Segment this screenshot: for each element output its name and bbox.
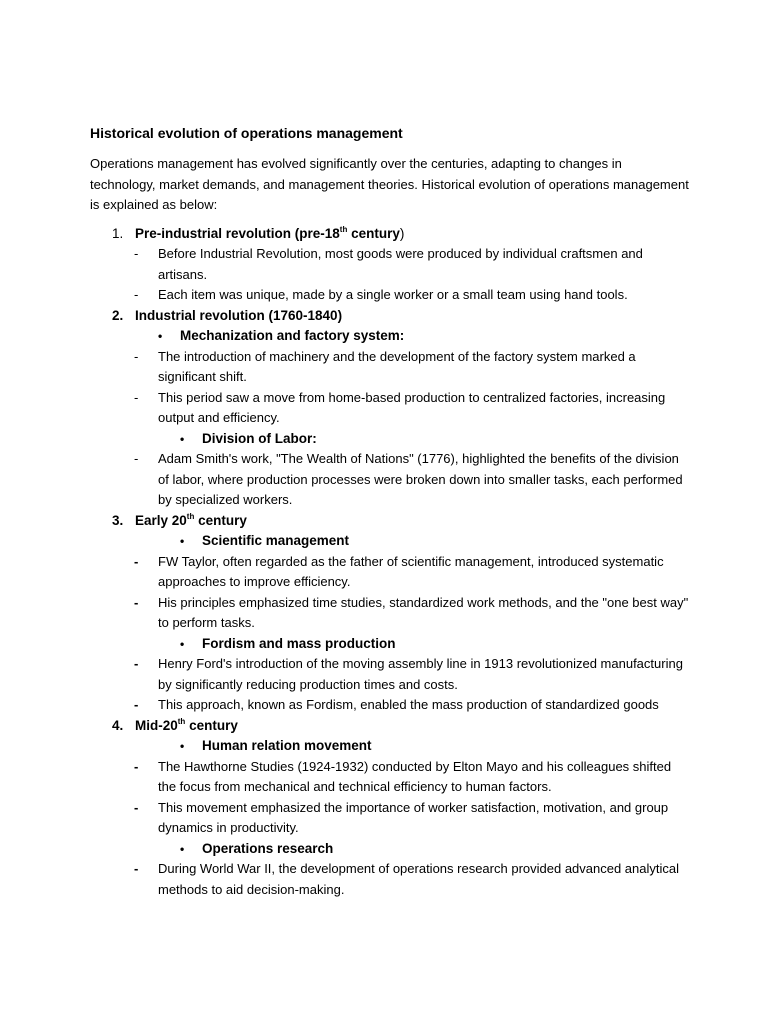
list-item-text: FW Taylor, often regarded as the father of scientific management, introduced systematic approaches to improve efficiency. [158,553,664,589]
superscript: th [177,716,186,726]
dash-marker: - [134,348,139,364]
dash-marker: - [134,594,139,610]
section-2-heading [90,306,690,327]
section-1-heading [90,224,690,245]
section-title-part: century [185,717,238,733]
dash-marker: - [134,697,139,712]
subsection-title: Fordism and mass production [202,635,396,651]
list-item-text: Each item was unique, made by a single worker or a small team using hand tools. [158,287,628,302]
list-item [90,244,690,285]
subsection-heading [90,839,690,860]
dash-marker: - [134,861,139,876]
dash-marker: - [134,287,139,302]
bullet-marker: • [180,636,185,651]
subsection-title: Operations research [202,840,334,856]
dash-marker: - [134,799,139,815]
list-item [90,449,690,511]
section-number: 2. [112,307,124,323]
superscript: th [186,511,195,521]
dash-marker: - [134,246,139,261]
bullet-marker: • [158,329,163,343]
subsection-title: Mechanization and factory system: [180,328,405,343]
section-title-part: Mid-20 [135,717,178,733]
list-item-text: Adam Smith's work, "The Wealth of Nations" (1776), highlighted the benefits of the division of labor, where production processes were broken down into smaller tasks, each performed by specialized workers. [158,451,683,507]
bullet-marker: • [180,841,185,856]
section-title-part: Pre-industrial revolution (pre-18 [135,225,340,241]
list-item-text: The introduction of machinery and the development of the factory system marked a significant shift. [158,348,636,384]
section-title-part: Early 20 [135,512,187,528]
list-item [90,757,690,798]
list-item [90,388,690,429]
list-item-text: The Hawthorne Studies (1924-1932) conducted by Elton Mayo and his colleagues shifted the focus from mechanical and technical efficiency to human factors. [158,758,672,794]
subsection-heading [90,736,690,757]
section-number: 1. [112,225,124,241]
dash-marker: - [134,758,139,774]
subsection-title: Division of Labor: [202,430,317,446]
section-title-part: ) [399,225,405,241]
list-item-text: Henry Ford's introduction of the moving assembly line in 1913 revolutionized manufacturing by significantly reducing production times and costs. [158,656,683,692]
list-item [90,695,690,716]
intro-paragraph: Operations management has evolved significantly over the centuries, adapting to changes in technology, market demands, and management theories. Historical evolution of operations management is explained as below: [90,156,689,212]
subsection-heading [90,326,690,347]
list-item-text: His principles emphasized time studies, standardized work methods, and the "one best way" to perform tasks. [158,594,689,630]
dash-marker: - [134,451,139,466]
list-item [90,552,690,593]
list-item [90,654,690,695]
dash-marker: - [134,656,139,671]
document-body [90,123,690,900]
section-number: 4. [112,717,124,733]
dash-marker: - [134,553,139,569]
section-title-part: century [194,512,247,528]
superscript: th [339,224,348,234]
subsection-title: Human relation movement [202,738,372,753]
list-item-text: Before Industrial Revolution, most goods were produced by individual craftsmen and artisans. [158,246,643,282]
list-item-text: This movement emphasized the importance of worker satisfaction, motivation, and group dynamics in productivity. [158,799,669,835]
list-item [90,859,690,900]
bullet-marker: • [180,431,185,446]
section-3-heading [90,511,690,532]
subsection-heading [90,634,690,655]
section-title: Industrial revolution (1760-1840) [135,307,343,323]
bullet-marker: • [180,739,185,753]
section-4-heading [90,716,690,737]
list-item-text: During World War II, the development of operations research provided advanced analytical methods to aid decision-making. [158,861,680,897]
list-item [90,798,690,839]
section-number: 3. [112,512,124,528]
list-item [90,285,690,306]
list-item-text: This period saw a move from home-based production to centralized factories, increasing output and efficiency. [158,389,666,425]
list-item [90,593,690,634]
subsection-heading [90,531,690,552]
subsection-heading [90,429,690,450]
subsection-title: Scientific management [202,533,350,548]
dash-marker: - [134,389,139,405]
list-item-text: This approach, known as Fordism, enabled the mass production of standardized goods [158,697,659,712]
document-title: Historical evolution of operations management [90,125,403,141]
list-item [90,347,690,388]
section-title-part: century [347,225,400,241]
bullet-marker: • [180,534,185,548]
